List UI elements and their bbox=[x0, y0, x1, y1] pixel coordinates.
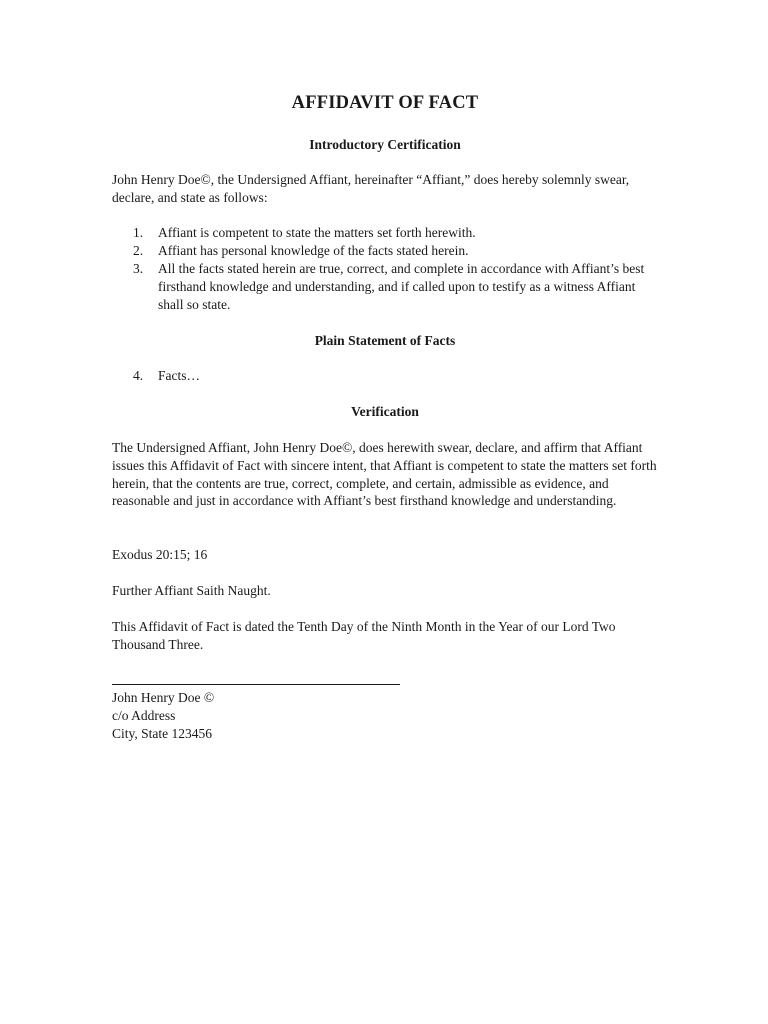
list-item-text: Affiant has personal knowledge of the facts stated herein. bbox=[158, 243, 469, 258]
list-item-text: All the facts stated herein are true, correct, and complete in accordance with Affiant’s best firsthand knowledge and understanding, and if called upon to testify as a witness Affiant shall so state. bbox=[158, 261, 645, 312]
signer-address: c/o Address bbox=[112, 708, 176, 723]
list-item bbox=[112, 260, 658, 314]
signer-city-state: City, State 123456 bbox=[112, 726, 212, 741]
list-item bbox=[112, 242, 658, 260]
signature-block bbox=[112, 689, 214, 743]
list-item-number: 1. bbox=[133, 225, 144, 240]
intro-heading: Introductory Certification bbox=[309, 137, 461, 152]
list-item-text: Affiant is competent to state the matters set forth herewith. bbox=[158, 225, 476, 240]
signer-name: John Henry Doe © bbox=[112, 690, 215, 705]
document-title: AFFIDAVIT OF FACT bbox=[291, 93, 479, 113]
intro-list bbox=[112, 224, 658, 314]
list-item-number: 3. bbox=[133, 261, 144, 276]
list-item-text: Facts… bbox=[158, 368, 200, 383]
verification-paragraph: The Undersigned Affiant, John Henry Doe©, does herewith swear, declare, and affirm that Affiant issues this Affidavit of Fact with sincere intent, that Affiant is competent to state the matters set forth herein, that the contents are true, correct, complete, and certain, admissible as evidence, and reasonable and just in accordance with Affiant’s best firsthand knowledge and understanding. bbox=[112, 440, 657, 509]
list-item bbox=[112, 367, 658, 385]
list-item-number: 2. bbox=[133, 243, 144, 258]
list-item-number: 4. bbox=[133, 368, 144, 383]
facts-list bbox=[112, 367, 658, 385]
intro-paragraph: John Henry Doe©, the Undersigned Affiant, hereinafter “Affiant,” does hereby solemnly swear, declare, and state as follows: bbox=[112, 172, 630, 205]
closing-statement: Further Affiant Saith Naught. bbox=[112, 583, 271, 598]
signature-line bbox=[112, 684, 400, 685]
verification-heading: Verification bbox=[351, 404, 419, 419]
facts-heading: Plain Statement of Facts bbox=[314, 333, 456, 348]
list-item bbox=[112, 224, 658, 242]
scripture-reference: Exodus 20:15; 16 bbox=[112, 547, 208, 562]
date-statement: This Affidavit of Fact is dated the Tenth Day of the Ninth Month in the Year of our Lord Two Thousand Three. bbox=[112, 619, 616, 652]
